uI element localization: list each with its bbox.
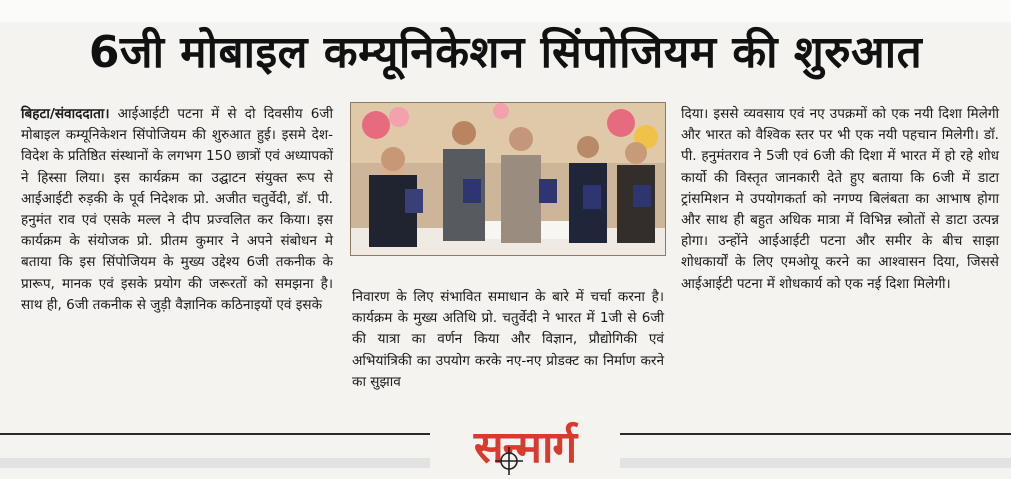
- article-text-1: आईआईटी पटना में से दो दिवसीय 6जी मोबाइल कम्यूनिकेशन सिंपोजियम की शुरुआत हुई। इसमे देश-विदेश के प्रतिष्ठित संस्थानों के लगभग 150 छात्रों एवं अध्यापकों ने हिस्सा लिया। इस कार्यक्रम का उद्घाटन संयुक्त रूप से आईआईटी रुड़की के पूर्व निदेशक प्रो. अजीत चतुर्वेदी, डॉ. पी. हनुमंत राव एवं एसके मल्ल ने दीप प्रज्वलित कर किया। इस कार्यक्रम के संयोजक प्रो. प्रीतम कुमार ने अपने संबोधन मे बताया कि इस सिंपोजियम के मुख्य उद्देश्य 6जी तकनीक के प्रारूप, मानक एवं इसके प्रयोग की जरूरतों को समझना है। साथ ही, 6जी तकनीक से जुड़ी वैज्ञानिक कठिनाइयों एवं इसके: [21, 106, 333, 313]
- article-text-3: दिया। इससे व्यवसाय एवं नए उपक्रमों को एक नयी दिशा मिलेगी और भारत को वैश्विक स्तर पर भी एक नयी पहचान मिलेगी। डॉ. पी. हनुमंतराव ने 5जी एवं 6जी की दिशा में भारत में हो रहे शोध कार्यो की विस्तृत जानकारी देते हुए बताया कि 6जी में डाटा ट्रांसमिशन मे उपयोगकर्ता को नगण्य बिलंबता का आभाष होगा और साथ ही बहुत अधिक मात्रा में विभिन्न स्त्रोतों से डाटा उत्पन्न होगा। उन्होंने आईआईटी पटना और समीर के बीच साझा शोधकार्यों के लिए एमओयू करने का आश्वासन दिया, जिससे आईआईटी पटना में शोधकार्य को एक नई दिशा मिलेगी।: [681, 106, 999, 292]
- dateline: बिहटा/संवाददाता।: [21, 106, 110, 122]
- article-column-2: [352, 287, 664, 393]
- headline: 6जी मोबाइल कम्यूनिकेशन सिंपोजियम की शुरुआत: [88, 27, 923, 78]
- event-photo-illustration: [351, 103, 665, 255]
- page-top-strip: [0, 0, 1011, 22]
- article-text-2: निवारण के लिए संभावित समाधान के बारे में चर्चा करना है। कार्यक्रम के मुख्य अतिथि प्रो. चतुर्वेदी ने भारत में 1जी से 6जी की यात्रा का वर्णन किया और विज्ञान, प्रौद्योगिकी एवं अभियांत्रिकी का उपयोग करके नए-नए प्रोडक्ट का निर्माण करने का सुझाव: [352, 289, 664, 390]
- event-photo: [350, 102, 666, 256]
- newspaper-logo: सन्मार्ग: [430, 420, 620, 476]
- registration-mark-icon: [495, 447, 523, 475]
- article-column-3: [681, 104, 999, 295]
- article-column-1: [21, 104, 333, 316]
